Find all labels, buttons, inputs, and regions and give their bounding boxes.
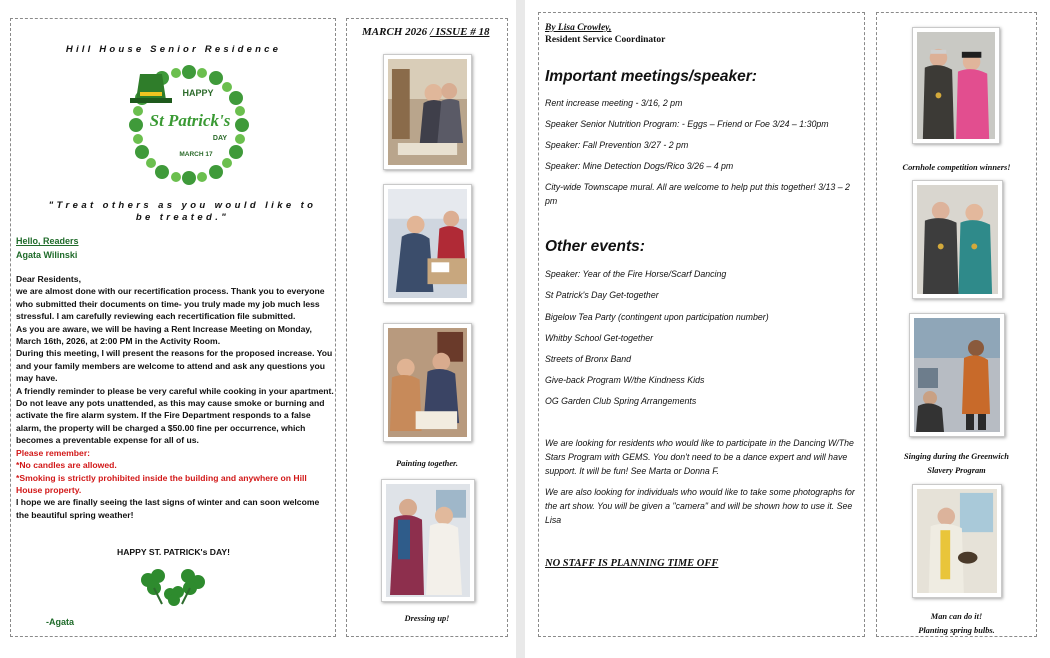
caption-dressing: Dressing up! (404, 614, 450, 623)
meeting-item: Speaker: Mine Detection Dogs/Rico 3/26 – 4 pm (545, 161, 734, 171)
remember-label: Please remember: (16, 447, 91, 458)
coordinator-name: By Lisa Crowley, (545, 23, 612, 33)
photography-note: We are also looking for individuals who would like to take some photographs for the art show. You will be given a "camera" and will be shown how to use it. See Lisa (545, 487, 855, 525)
letter-paragraph: As you are aware, we will be having a Rent Increase Meeting on Monday, March 16th, 2026, at 2:00 PM in the Activity Room. (16, 323, 312, 347)
rule-candles: *No candles are allowed. (16, 460, 117, 471)
residence-name: Hill House Senior Residence (65, 44, 282, 55)
signoff: -Agata (46, 617, 75, 627)
events-heading: Other events: (545, 238, 645, 255)
caption-painting: Painting together. (396, 459, 458, 468)
caption-singing-line2: Slavery Program (927, 466, 986, 475)
photo-planting (912, 484, 1002, 598)
author-name: Agata Wilinski (16, 250, 78, 260)
caption-planting-line1: Man can do it! (930, 612, 983, 621)
meeting-item: Rent increase meeting - 3/16, 2 pm (545, 98, 683, 108)
quote: "Treat others as you would like to be treated." (48, 200, 317, 223)
photo-cornhole-2 (912, 180, 1003, 299)
caption-singing (876, 450, 1037, 478)
greeting: Hello, Readers (16, 236, 79, 246)
no-staff-notice: NO STAFF IS PLANNING TIME OFF (545, 558, 719, 569)
caption-planting-line2: Planting spring bulbs. (918, 626, 995, 635)
issue-date: MARCH 2026 (362, 26, 428, 38)
photo-singing (909, 313, 1005, 437)
logo-day: DAY (212, 135, 228, 142)
caption-cornhole: Cornhole competition winners! (902, 163, 1011, 172)
event-item: Whitby School Get-together (545, 333, 654, 343)
closing-greeting: HAPPY ST. PATRICK's DAY! (117, 547, 230, 557)
letter-body (16, 273, 334, 521)
meeting-item: Speaker: Fall Prevention 3/27 - 2 pm (545, 140, 689, 150)
photo-cornhole-1 (912, 27, 1000, 144)
meeting-item: City-wide Townscape mural. All are welcome to help put this together! 3/13 – 2 pm (545, 182, 850, 206)
coordinator-role: Resident Service Coordinator (545, 35, 666, 45)
event-item: Give-back Program W/the Kindness Kids (545, 375, 705, 385)
letter-salutation: Dear Residents, (16, 274, 81, 284)
event-item: Bigelow Tea Party (contingent upon participation number) (545, 312, 769, 322)
letter-paragraph: A friendly reminder to please be very careful while cooking in your apartment. Do not leave any pots unattended, as this may cause smoke or burning and activate the fire alarm system. If the Fire Department responds to a false alarm, the property will be charged a $50.00 fine per occurrence, which becomes a preventable expense for all of us. (16, 385, 334, 446)
photo-dressing (381, 479, 475, 602)
event-item: OG Garden Club Spring Arrangements (545, 396, 697, 406)
rule-smoking: *Smoking is strictly prohibited inside the building and anywhere on Hill House property. (16, 472, 307, 495)
logo-date: MARCH 17 (179, 151, 213, 158)
letter-paragraph: I hope we are finally seeing the last signs of winter and can soon welcome the beautiful spring weather! (16, 497, 320, 520)
meeting-item: Speaker Senior Nutrition Program: - Eggs – Friend or Foe 3/24 – 1:30pm (545, 119, 829, 129)
meetings-heading: Important meetings/speaker: (545, 68, 757, 85)
event-item: Streets of Bronx Band (545, 354, 632, 364)
photo-painting-2 (383, 184, 472, 303)
dancing-note: We are looking for residents who would like to participate in the Dancing W/The Stars Program with GEMS. You don't need to be a dance expert and will have support. It will be fun! See Marta or Donna F. (545, 438, 854, 476)
issue-header (362, 26, 489, 38)
event-item: Speaker: Year of the Fire Horse/Scarf Dancing (545, 269, 727, 279)
caption-singing-line1: Singing during the Greenwich (904, 452, 1009, 461)
issue-number: / ISSUE # 18 (429, 26, 490, 38)
letter-paragraph: During this meeting, I will present the reasons for the proposed increase. You and your family members are welcome to attend and ask any questions you may have. (16, 348, 333, 384)
st-patricks-logo (124, 60, 254, 190)
letter-paragraph: we are almost done with our recertification process. Thank you to everyone who submitted their documents on time- you truly made my job much less stressful. I am carefully reviewing each recertification file submitted. (16, 286, 325, 322)
shamrock-icon (132, 564, 212, 608)
photo-painting-1 (383, 54, 472, 170)
photo-painting-3 (383, 323, 472, 442)
logo-happy: HAPPY (182, 88, 214, 98)
caption-planting (876, 610, 1037, 638)
logo-script: St Patrick's (149, 111, 231, 130)
event-item: St Patrick's Day Get-together (545, 290, 659, 300)
